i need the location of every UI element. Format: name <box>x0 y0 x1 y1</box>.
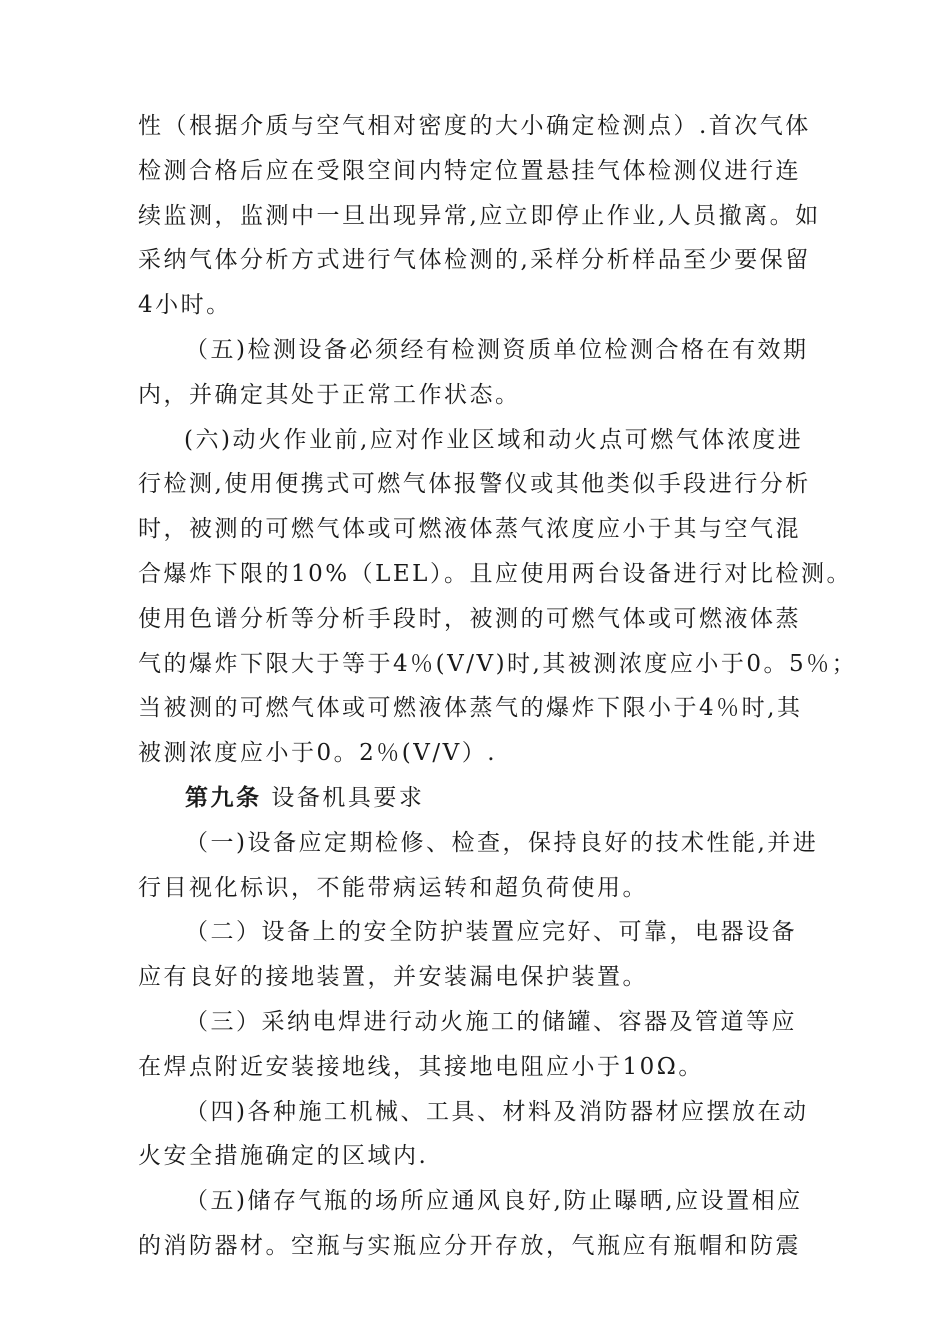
text-line: 使用色谱分析等分析手段时，被测的可燃气体或可燃液体蒸 <box>138 605 801 632</box>
text-line: 行目视化标识，不能带病运转和超负荷使用。 <box>138 874 648 901</box>
paragraph-line: （二）设备上的安全防护装置应完好、可靠，电器设备 <box>185 919 797 946</box>
paragraph-line: （四)各种施工机械、工具、材料及消防器材应摆放在动 <box>185 1098 809 1125</box>
article-title: 设备机具要求 <box>271 784 425 811</box>
paragraph-5-line: （五)检测设备必须经有检测资质单位检测合格在有效期 <box>185 336 809 363</box>
article-heading-line <box>138 776 828 821</box>
paragraph-6-line: (六)动火作业前,应对作业区域和动火点可燃气体浓度进 <box>184 426 804 453</box>
text-line: 4小时。 <box>138 292 232 319</box>
text-line: 检测合格后应在受限空间内特定位置悬挂气体检测仪进行连 <box>138 157 801 184</box>
document-body <box>138 104 858 1269</box>
text-line: 内，并确定其处于正常工作状态。 <box>138 381 521 408</box>
text-line: 应有良好的接地装置，并安装漏电保护装置。 <box>138 964 648 991</box>
text-line: 火安全措施确定的区域内. <box>138 1143 429 1170</box>
paragraph-line: （五)储存气瓶的场所应通风良好,防止曝晒,应设置相应 <box>185 1188 803 1215</box>
text-line: 采纳气体分析方式进行气体检测的,采样分析样品至少要保留 <box>138 247 811 274</box>
text-line: 在焊点附近安装接地线，其接地电阻应小于10Ω。 <box>138 1053 704 1080</box>
text-line: 当被测的可燃气体或可燃液体蒸气的爆炸下限小于4％时,其 <box>138 695 803 722</box>
text-line: 气的爆炸下限大于等于4％(V/V)时,其被测浓度应小于0。5％； <box>138 650 858 677</box>
text-line: 时，被测的可燃气体或可燃液体蒸气浓度应小于其与空气混 <box>138 516 801 543</box>
text-line: 被测浓度应小于0。2％(V/V）. <box>138 740 498 767</box>
paragraph-line: （一)设备应定期检修、检查，保持良好的技术性能,并进 <box>185 829 819 856</box>
article-label: 第九条 <box>185 783 262 811</box>
paragraph-line: （三）采纳电焊进行动火施工的储罐、容器及管道等应 <box>185 1008 797 1035</box>
text-line: 合爆炸下限的10%（LEL）。且应使用两台设备进行对比检测。 <box>138 560 852 587</box>
text-line: 的消防器材。空瓶与实瓶应分开存放，气瓶应有瓶帽和防震 <box>138 1232 801 1259</box>
text-line: 续监测，监测中一旦出现异常,应立即停止作业,人员撤离。如 <box>138 202 821 229</box>
text-line: 性（根据介质与空气相对密度的大小确定检测点）.首次气体 <box>138 113 811 139</box>
text-line: 行检测,使用便携式可燃气体报警仪或其他类似手段进行分析 <box>138 471 811 498</box>
